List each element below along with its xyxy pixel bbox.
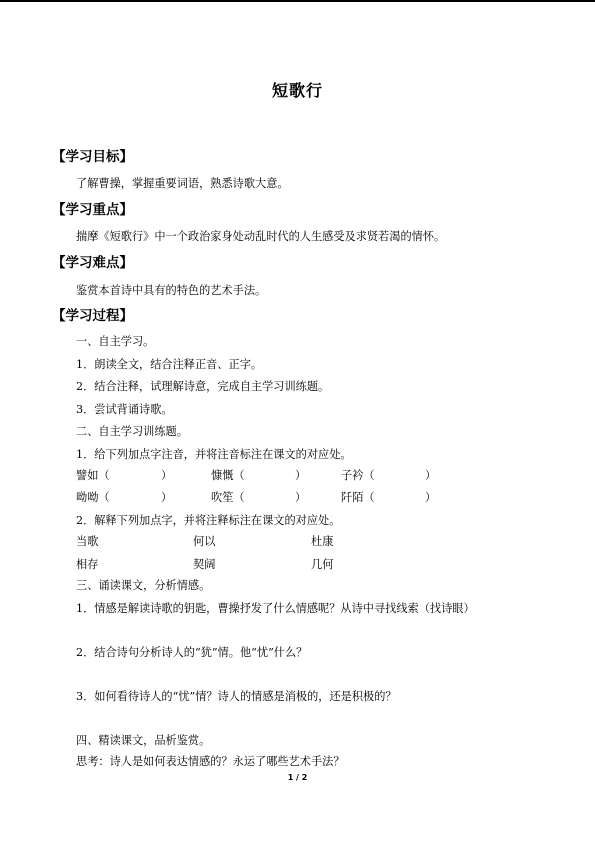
pinyin-blank-close: ） (425, 491, 437, 504)
goal-heading: 【学习目标】 (52, 149, 133, 165)
pinyin-item: 慷慨（ (211, 469, 245, 482)
section-two-title: 二、自主学习训练题。 (76, 425, 188, 438)
pinyin-item: 譬如（ (76, 469, 110, 482)
focus-heading: 【学习重点】 (52, 202, 133, 218)
pinyin-blank-close: ） (295, 469, 307, 482)
section-two-question: 1．给下列加点字注音，并将注音标注在课文的对应处。 (76, 448, 352, 461)
section-three-question: 2．结合诗句分析诗人的“犹”情。他“忧”什么？ (76, 646, 308, 659)
define-item: 何以 (193, 535, 216, 548)
define-item: 相存 (76, 558, 99, 571)
define-item: 杜康 (311, 535, 334, 548)
pinyin-item: 子衿（ (341, 469, 375, 482)
pinyin-blank-close: ） (161, 469, 173, 482)
section-four-title: 四、精读课文，品析鉴赏。 (76, 734, 211, 747)
section-three-title: 三、诵读课文，分析情感。 (76, 579, 211, 592)
difficulty-text: 鉴赏本首诗中具有的特色的艺术手法。 (76, 284, 267, 297)
goal-text: 了解曹操，掌握重要词语，熟悉诗歌大意。 (76, 177, 289, 190)
process-heading: 【学习过程】 (52, 308, 133, 324)
page-title: 短歌行 (271, 81, 323, 100)
section-three-question: 1．情感是解读诗歌的钥匙，曹操抒发了什么情感呢？从诗中寻找线索（找诗眼） (76, 602, 475, 615)
define-item: 几何 (311, 558, 334, 571)
focus-text: 揣摩《短歌行》中一个政治家身处动乱时代的人生感受及求贤若渴的情怀。 (76, 230, 446, 243)
define-item: 当歌 (76, 535, 99, 548)
difficulty-heading: 【学习难点】 (52, 255, 133, 271)
section-one-item: 1．朗读全文，结合注释正音、正字。 (76, 358, 263, 371)
pinyin-blank-close: ） (161, 491, 173, 504)
section-two-question: 2．解释下列加点字，并将注释标注在课文的对应处。 (76, 514, 341, 527)
section-one-item: 2．结合注释，试理解诗意，完成自主学习训练题。 (76, 380, 330, 393)
section-one-title: 一、自主学习。 (76, 335, 155, 348)
top-rule (0, 0, 595, 2)
pinyin-item: 阡陌（ (341, 491, 375, 504)
pinyin-blank-close: ） (425, 469, 437, 482)
define-item: 契阔 (193, 558, 216, 571)
page-number: 1 / 2 (287, 773, 308, 782)
pinyin-item: 呦呦（ (76, 491, 110, 504)
section-four-think: 思考：诗人是如何表达情感的？永运了哪些艺术手法？ (76, 755, 345, 768)
section-three-question: 3．如何看待诗人的“忧”情？诗人的情感是消极的，还是积极的？ (76, 690, 397, 703)
pinyin-blank-close: ） (295, 491, 307, 504)
pinyin-item: 吹笙（ (211, 491, 245, 504)
section-one-item: 3．尝试背诵诗歌。 (76, 403, 173, 416)
